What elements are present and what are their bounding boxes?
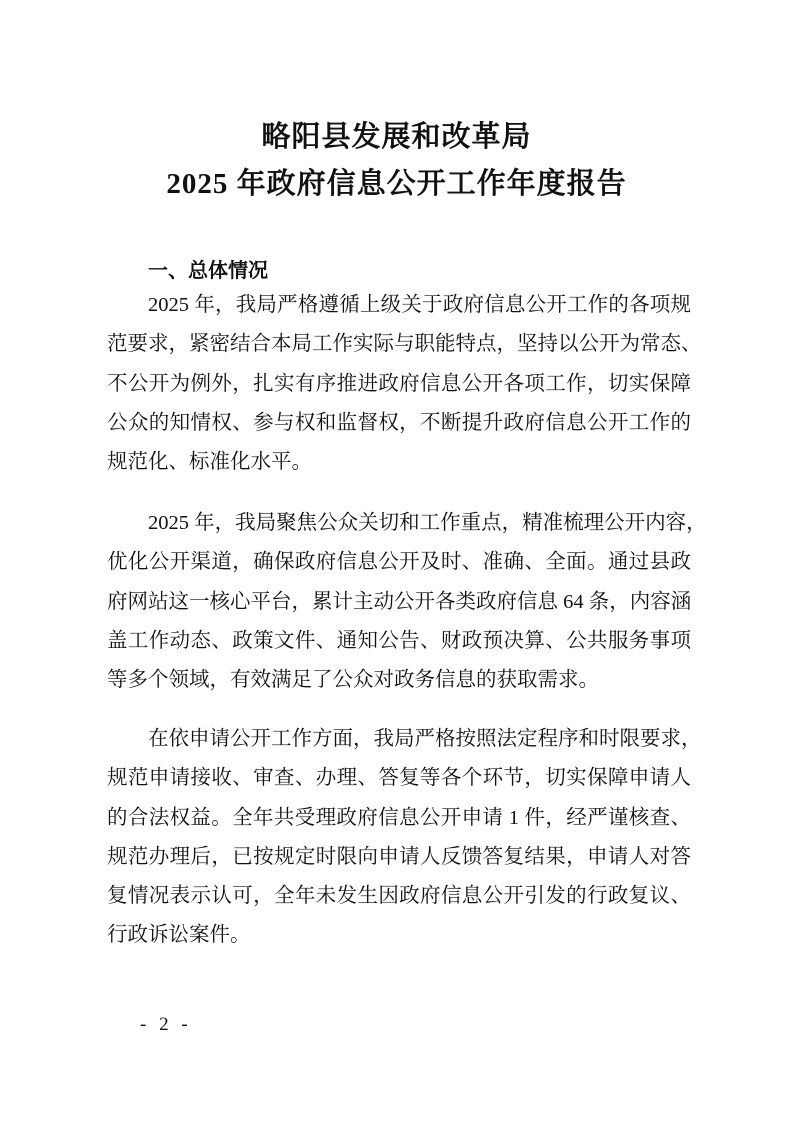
paragraph-line: 规范办理后，已按规定时限向申请人反馈答复结果，申请人对答: [107, 845, 691, 868]
paragraph-line: 优化公开渠道，确保政府信息公开及时、准确、全面。通过县政: [107, 551, 691, 574]
section-heading: 一、总体情况: [148, 258, 268, 282]
page-number: - 2 -: [140, 1014, 192, 1035]
paragraph-line: 行政诉讼案件。: [107, 924, 251, 947]
paragraph-line: 2025 年，我局严格遵循上级关于政府信息公开工作的各项规: [148, 294, 691, 316]
paragraph-line: 在依申请公开工作方面，我局严格按照法定程序和时限要求，: [148, 728, 702, 750]
paragraph-line: 复情况表示认可，全年未发生因政府信息公开引发的行政复议、: [107, 885, 691, 908]
paragraph-line: 2025 年，我局聚焦公众关切和工作重点，精准梳理公开内容，: [148, 512, 707, 534]
paragraph-line: 公众的知情权、参与权和监督权，不断提升政府信息公开工作的: [107, 411, 691, 434]
paragraph-1: [107, 286, 702, 482]
paragraph-2: [107, 504, 707, 700]
paragraph-line: 不公开为例外，扎实有序推进政府信息公开各项工作，切实保障: [107, 372, 691, 395]
document-title-line2: 2025 年政府信息公开工作年度报告: [166, 168, 627, 200]
paragraph-line: 规范化、标准化水平。: [107, 451, 312, 474]
paragraph-line: 范要求，紧密结合本局工作实际与职能特点，坚持以公开为常态、: [107, 333, 702, 356]
paragraph-line: 的合法权益。全年共受理政府信息公开申请 1 件，经严谨核查、: [107, 806, 691, 829]
paragraph-line: 等多个领域，有效满足了公众对政务信息的获取需求。: [107, 669, 599, 692]
document-title-line1: 略阳县发展和改革局: [261, 121, 532, 153]
paragraph-line: 盖工作动态、政策文件、通知公告、财政预决算、公共服务事项: [107, 629, 691, 652]
paragraph-3: [107, 720, 702, 956]
paragraph-line: 府网站这一核心平台，累计主动公开各类政府信息 64 条，内容涵: [107, 590, 692, 613]
paragraph-line: 规范申请接收、审查、办理、答复等各个环节，切实保障申请人: [107, 767, 691, 790]
